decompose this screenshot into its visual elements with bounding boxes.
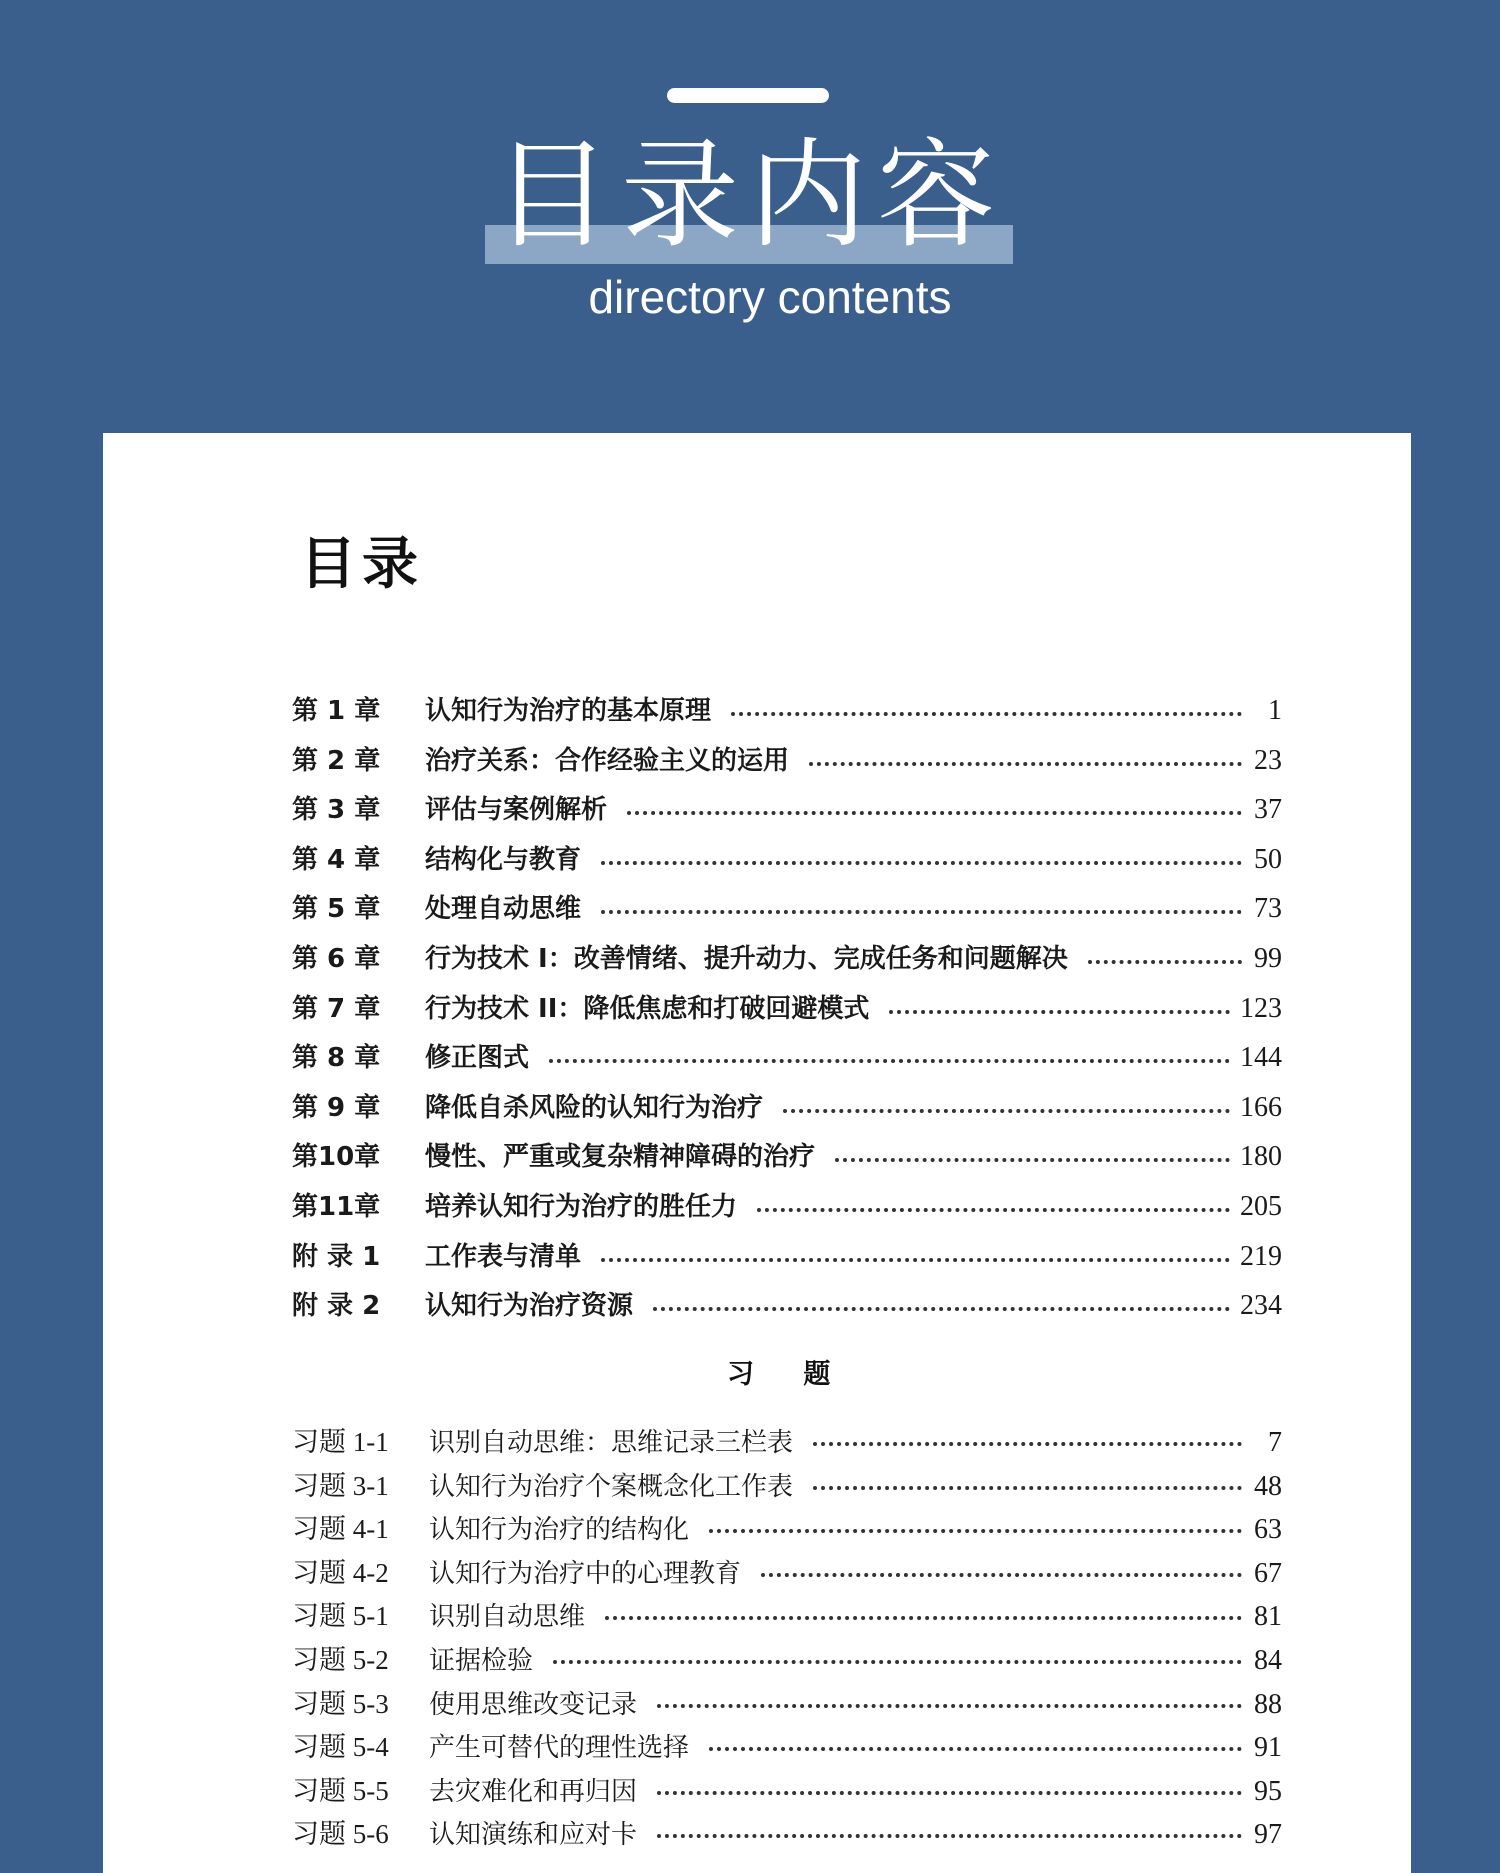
exercise-entry-title: 去灾难化和再归因 xyxy=(429,1776,638,1807)
exercise-entry xyxy=(292,1812,1282,1852)
chapter-entry-page: 205 xyxy=(1240,1191,1282,1222)
exercise-entry-title: 认知演练和应对卡 xyxy=(429,1820,638,1851)
exercise-entry-number: 习题 5-1 xyxy=(292,1601,389,1632)
chapter-entry-title: 修正图式 xyxy=(425,1043,530,1074)
chapter-entry-number: 第 3 章 xyxy=(292,795,381,826)
chapter-entry-page: 50 xyxy=(1254,843,1282,875)
chapter-entry-number: 附 录 2 xyxy=(292,1291,381,1322)
chapter-entry-title: 认知行为治疗的基本原理 xyxy=(425,696,712,726)
chapter-entry-page: 123 xyxy=(1240,992,1282,1024)
dot-leader xyxy=(627,811,1242,815)
chapter-entry-number: 附 录 1 xyxy=(292,1241,381,1272)
dot-leader xyxy=(813,1486,1242,1490)
chapter-entry-page: 234 xyxy=(1240,1290,1282,1322)
exercise-entry-number: 习题 1-1 xyxy=(292,1427,389,1457)
chapter-entry-page: 180 xyxy=(1240,1141,1282,1173)
exercise-entry-page: 91 xyxy=(1254,1732,1282,1764)
chapter-entry-number: 第 9 章 xyxy=(292,1092,381,1123)
chapter-entry-title: 评估与案例解析 xyxy=(425,795,608,826)
banner-title: 目录内容 xyxy=(492,126,1005,264)
exercise-entry-title: 识别自动思维：思维记录三栏表 xyxy=(429,1428,794,1458)
exercise-entry xyxy=(292,1769,1282,1809)
dot-leader xyxy=(605,1616,1242,1620)
exercise-entry-number: 习题 4-1 xyxy=(292,1514,389,1545)
chapter-entry xyxy=(292,789,1282,829)
dot-leader xyxy=(1088,960,1242,964)
exercise-entry xyxy=(292,1420,1282,1460)
chapter-entry-number: 第10章 xyxy=(292,1142,381,1173)
dot-leader xyxy=(835,1158,1230,1162)
chapter-entry-title: 行为技术 II：降低焦虑和打破回避模式 xyxy=(425,993,870,1024)
chapter-entry-number: 第11章 xyxy=(292,1192,381,1222)
exercise-entry-page: 81 xyxy=(1254,1601,1282,1633)
chapter-entry xyxy=(292,839,1282,879)
banner-subtitle: directory contents xyxy=(588,271,952,323)
exercise-entry-page: 63 xyxy=(1254,1514,1282,1546)
chapter-entry xyxy=(292,938,1282,978)
exercise-entry-title: 识别自动思维 xyxy=(429,1602,586,1633)
dot-leader xyxy=(809,762,1242,766)
dot-leader xyxy=(757,1208,1230,1212)
exercise-entry xyxy=(292,1638,1282,1678)
exercise-entry-number: 习题 5-5 xyxy=(292,1775,389,1806)
chapter-entry xyxy=(292,1186,1282,1226)
dot-leader xyxy=(731,712,1242,716)
chapter-entry xyxy=(292,690,1282,730)
chapter-entry-page: 144 xyxy=(1240,1042,1282,1074)
chapter-entry-title: 治疗关系：合作经验主义的运用 xyxy=(425,745,790,776)
exercise-entry-page: 67 xyxy=(1254,1557,1282,1589)
chapter-entry xyxy=(292,740,1282,780)
dot-leader xyxy=(653,1307,1230,1311)
chapter-entry xyxy=(292,1236,1282,1276)
chapter-entry-page: 37 xyxy=(1254,794,1282,826)
chapter-entry-title: 行为技术 I：改善情绪、提升动力、完成任务和问题解决 xyxy=(425,944,1068,974)
chapter-entry-page: 73 xyxy=(1254,893,1282,925)
dot-leader xyxy=(761,1573,1242,1577)
chapter-entry xyxy=(292,888,1282,928)
banner-title-block xyxy=(485,125,1013,265)
chapter-entry-number: 第 1 章 xyxy=(292,696,381,726)
exercise-entry-title: 认知行为治疗的结构化 xyxy=(429,1515,690,1546)
dot-leader xyxy=(657,1834,1242,1838)
chapter-entry-number: 第 8 章 xyxy=(292,1043,381,1074)
chapter-entry xyxy=(292,1136,1282,1176)
chapter-entry-title: 慢性、严重或复杂精神障碍的治疗 xyxy=(425,1142,816,1173)
exercise-entry-number: 习题 5-6 xyxy=(292,1819,389,1850)
exercise-entry-page: 88 xyxy=(1254,1688,1282,1720)
chapter-entry-page: 23 xyxy=(1254,744,1282,776)
dot-leader xyxy=(549,1059,1230,1063)
exercise-entry-title: 认知行为治疗中的心理教育 xyxy=(429,1558,742,1589)
chapter-entry-title: 认知行为治疗资源 xyxy=(425,1291,634,1322)
chapter-entry xyxy=(292,1285,1282,1325)
document-heading: 目录 xyxy=(300,532,424,597)
exercise-entry-title: 认知行为治疗个案概念化工作表 xyxy=(429,1471,794,1502)
dot-leader xyxy=(657,1791,1242,1795)
exercise-entry xyxy=(292,1551,1282,1591)
chapter-entry-page: 219 xyxy=(1240,1240,1282,1272)
chapter-entry-title: 结构化与教育 xyxy=(425,844,582,875)
exercise-entry-number: 习题 5-2 xyxy=(292,1645,389,1675)
decorative-bar xyxy=(667,88,829,103)
chapter-entry-title: 工作表与清单 xyxy=(425,1241,582,1272)
dot-leader xyxy=(709,1747,1242,1751)
dot-leader xyxy=(601,1258,1230,1262)
chapter-entry xyxy=(292,1087,1282,1127)
chapter-entry-page: 166 xyxy=(1240,1091,1282,1123)
exercise-entry-number: 习题 5-3 xyxy=(292,1688,389,1719)
exercise-entry xyxy=(292,1594,1282,1634)
exercise-entry-page: 84 xyxy=(1254,1645,1282,1676)
exercise-entry-page: 97 xyxy=(1254,1819,1282,1851)
dot-leader xyxy=(601,861,1242,865)
chapter-entry-number: 第 2 章 xyxy=(292,745,381,776)
exercise-entry-page: 7 xyxy=(1268,1427,1282,1458)
dot-leader xyxy=(553,1660,1242,1664)
chapter-entry xyxy=(292,1037,1282,1077)
chapter-entry-number: 第 7 章 xyxy=(292,993,381,1024)
chapter-entry-number: 第 5 章 xyxy=(292,894,381,925)
dot-leader xyxy=(813,1442,1242,1446)
dot-leader xyxy=(601,910,1242,914)
exercise-entry xyxy=(292,1682,1282,1722)
chapter-entry-number: 第 4 章 xyxy=(292,844,381,875)
exercises-heading: 习 题 xyxy=(727,1359,831,1390)
chapter-entry-title: 培养认知行为治疗的胜任力 xyxy=(425,1192,738,1222)
dot-leader xyxy=(783,1109,1230,1113)
exercise-entry-title: 产生可替代的理性选择 xyxy=(429,1733,690,1764)
exercise-entry xyxy=(292,1725,1282,1765)
exercise-entry xyxy=(292,1507,1282,1547)
exercise-entry-number: 习题 4-2 xyxy=(292,1557,389,1588)
dot-leader xyxy=(709,1529,1242,1533)
exercise-entry-number: 习题 3-1 xyxy=(292,1470,389,1501)
exercise-entry-page: 48 xyxy=(1254,1470,1282,1502)
chapter-entry-title: 处理自动思维 xyxy=(425,894,582,925)
exercise-entry-page: 95 xyxy=(1254,1775,1282,1807)
chapter-entry-page: 99 xyxy=(1254,943,1282,974)
exercise-entry-title: 使用思维改变记录 xyxy=(429,1689,638,1720)
chapter-entry-title: 降低自杀风险的认知行为治疗 xyxy=(425,1092,764,1123)
chapter-entry xyxy=(292,988,1282,1028)
exercise-entry-number: 习题 5-4 xyxy=(292,1732,389,1763)
exercise-entry xyxy=(292,1464,1282,1504)
exercise-entry-title: 证据检验 xyxy=(429,1646,534,1676)
chapter-entry-number: 第 6 章 xyxy=(292,944,381,974)
dot-leader xyxy=(657,1704,1242,1708)
chapter-entry-page: 1 xyxy=(1268,695,1282,726)
dot-leader xyxy=(889,1010,1230,1014)
